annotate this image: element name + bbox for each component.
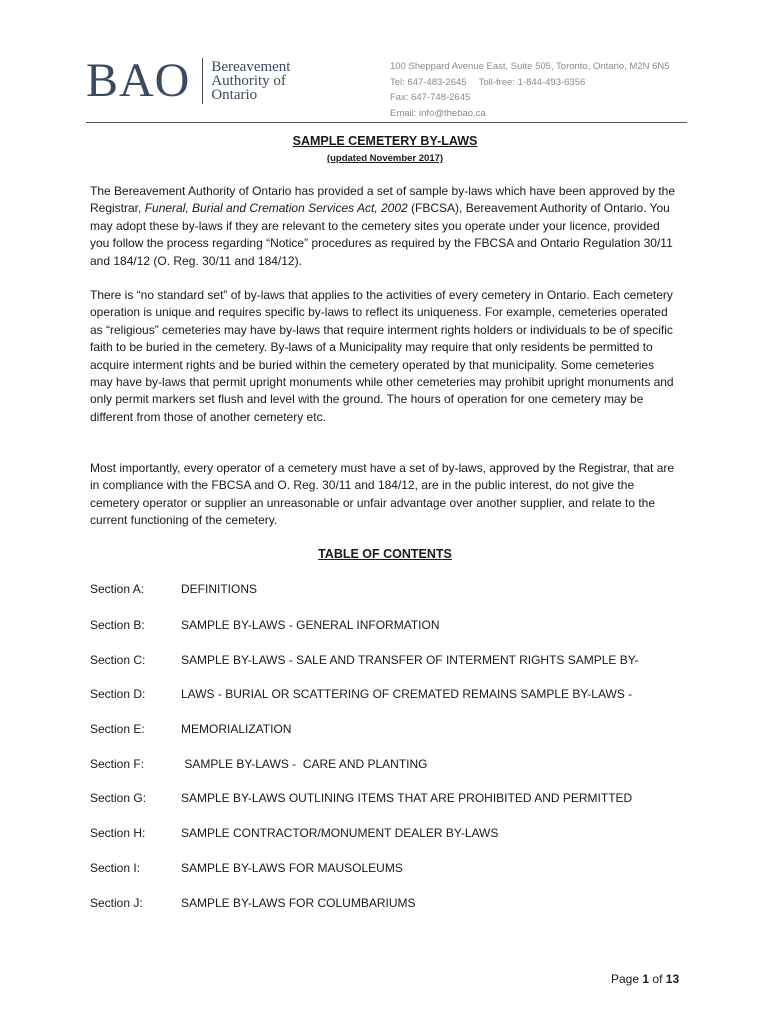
email[interactable]: Email: info@thebao.ca [390,107,486,119]
importance-paragraph: Most importantly, every operator of a cemetery must have a set of by-laws, approved by the Registrar, that are in compliance with the FBCSA and O. Reg. 30/11 and 184/12, are in the public interest, do not give the cemetery operator or supplier an unreasonable or unfair advantage over another supplier, and relate to the current functioning of the cemetery. [90,461,675,528]
toc-section-label: Section E: [90,722,145,736]
toc-section-label: Section I: [90,861,141,875]
street-address: 100 Sheppard Avenue East, Suite 505, Toronto, Ontario, M2N 6N5 [390,61,670,72]
toc-section-title: SAMPLE CONTRACTOR/MONUMENT DEALER BY-LAWS [181,826,499,840]
logo-divider [202,58,203,104]
toc-section-label: Section C: [90,653,146,667]
act-name: Funeral, Burial and Cremation Services Act, 2002 [144,201,408,216]
of-label: of [652,972,663,986]
toc-section-title: SAMPLE BY-LAWS - CARE AND PLANTING [181,757,428,771]
page-label: Page [611,972,640,986]
standard-set-paragraph: There is “no standard set” of by-laws that applies to the activities of every cemetery in Ontario. Each cemetery operation is unique and requires specific by-laws to reflect its uniqueness. For example, cemeteries operated as “religious” cemeteries may have by-laws that require interment rights holders or individuals to be of specific faith to be buried in the cemetery. By-laws of a Municipality may require that only residents be permitted to acquire interment rights and be buried within the cemetery operated by that municipality. Some cemeteries may have by-laws that permit upright monuments while other cemeteries may prohibit upright monuments and only permit markers set flush and level with the ground. The hours of operation for one cemetery may be different from those of another cemetery etc. [90,288,674,424]
header-divider [86,122,687,123]
toc-section-title: MEMORIALIZATION [181,722,292,736]
toc-section-label: Section G: [90,791,147,805]
telephone: Tel: 647-483-2645 [390,76,467,88]
toc-section-label: Section B: [90,618,145,632]
logo-name-line1: Bereavement [211,59,291,75]
current-page: 1 [642,972,650,986]
toll-free: Toll-free: 1-844-493-6356 [478,76,586,88]
toc-section-label: Section F: [90,757,145,771]
intro-text-a: The Bereavement Authority of Ontario has provided a set of sample by-laws which have been approved by the Registrar, [90,184,675,216]
logo-name-line3: Ontario [211,87,258,103]
toc-section-title: SAMPLE BY-LAWS FOR COLUMBARIUMS [181,896,416,910]
toc-section-title: SAMPLE BY-LAWS - SALE AND TRANSFER OF INTERMENT RIGHTS SAMPLE BY- [181,653,639,667]
phone-line [390,75,670,91]
intro-paragraph [90,183,680,270]
toc-section-title: LAWS - BURIAL OR SCATTERING OF CREMATED REMAINS SAMPLE BY-LAWS - [181,687,633,701]
toc-section-title: DEFINITIONS [181,582,258,596]
toc-section-title: SAMPLE BY-LAWS FOR MAUSOLEUMS [181,861,403,875]
page-number [611,972,679,986]
bao-logo [86,56,290,106]
toc-section-label: Section J: [90,896,143,910]
intro-text-b: (FBCSA), Bereavement Authority of Ontario. You may adopt these by-laws if they are relevant to the cemetery sites you operate under your licence, provided you follow the process regarding “Notice” procedures as required by the FBCSA and Ontario Regulation 30/11 and 184/12 (O. Reg. 30/11 and 184/12). [90,201,673,268]
contact-block [390,59,670,121]
logo-wordmark [211,60,290,102]
toc-section-label: Section A: [90,582,145,596]
toc-section-title: SAMPLE BY-LAWS OUTLINING ITEMS THAT ARE PROHIBITED AND PERMITTED [181,791,633,805]
toc-section-label: Section D: [90,687,146,701]
toc-section-label: Section H: [90,826,146,840]
total-pages: 13 [665,972,680,986]
toc-section-title: SAMPLE BY-LAWS - GENERAL INFORMATION [181,618,440,632]
logo-name-line2: Authority of [211,73,286,89]
toc-title: TABLE OF CONTENTS [318,547,452,561]
fax: Fax: 647-748-2645 [390,92,471,103]
document-title: SAMPLE CEMETERY BY-LAWS [292,134,478,148]
logo-mark: BAO [86,54,191,107]
document-subtitle: (updated November 2017) [326,153,444,164]
